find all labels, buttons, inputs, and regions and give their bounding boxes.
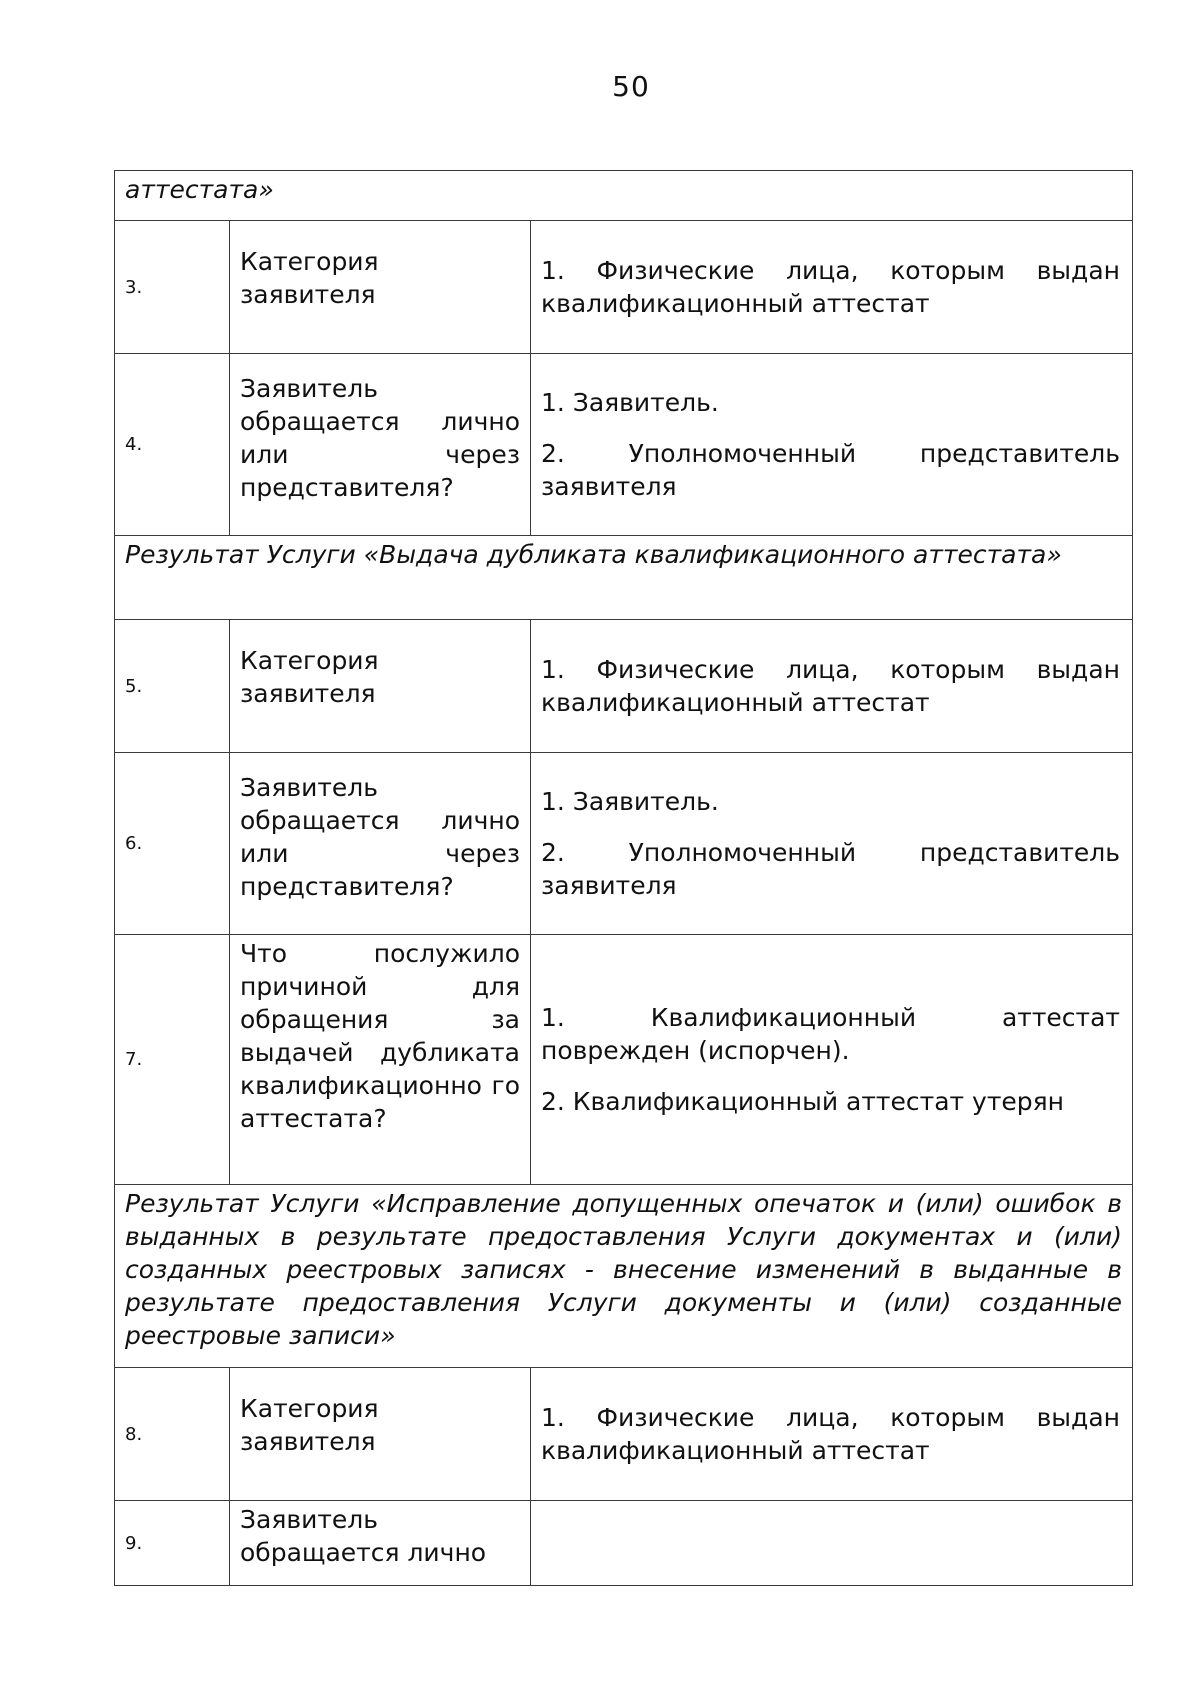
answer-option: 1. Физические лица, которым выдан квалификационный аттестат: [541, 655, 1120, 717]
table-row: [115, 620, 1133, 753]
question-cell: Что послужило причиной для обращения за выдачей дубликата квалификационно го аттестата?: [230, 935, 531, 1185]
answer-cell: [531, 1501, 1133, 1586]
table-row: [115, 935, 1133, 1185]
question-cell: Категория заявителя: [230, 620, 531, 753]
table-row: [115, 221, 1133, 354]
answer-option: 1. Физические лица, которым выдан квалификационный аттестат: [541, 1403, 1120, 1465]
answer-option: 1. Заявитель.: [541, 388, 719, 417]
question-cell: Категория заявителя: [230, 221, 531, 354]
service-options-table: [114, 170, 1133, 1586]
page-number: 50: [612, 70, 650, 103]
answer-option: 1. Квалификационный аттестат поврежден (испорчен).: [541, 1003, 1120, 1065]
table-row: [115, 1501, 1133, 1586]
answer-cell: [531, 753, 1133, 935]
section-row: [115, 536, 1133, 620]
answer-cell: [531, 221, 1133, 354]
section-row: [115, 171, 1133, 221]
row-number: 9.: [115, 1501, 230, 1586]
answer-option: 2. Квалификационный аттестат утерян: [541, 1087, 1065, 1116]
row-number: 4.: [115, 354, 230, 536]
answer-option: 2. Уполномоченный представитель заявителя: [541, 838, 1120, 900]
row-number: 8.: [115, 1368, 230, 1501]
answer-cell: [531, 620, 1133, 753]
row-number: 5.: [115, 620, 230, 753]
table-row: [115, 354, 1133, 536]
answer-cell: [531, 354, 1133, 536]
section-title: Результат Услуги «Выдача дубликата квалификационного аттестата»: [115, 536, 1133, 620]
answer-option: 1. Физические лица, которым выдан квалификационный аттестат: [541, 256, 1120, 318]
section-title: Результат Услуги «Исправление допущенных опечаток и (или) ошибок в выданных в результате предоставления Услуги документах и (или) созданных реестровых записях - внесение изменений в выданные в результате предоставления Услуги документы и (или) созданные реестровые записи»: [115, 1185, 1133, 1368]
answer-option: 1. Заявитель.: [541, 787, 719, 816]
question-cell: Заявитель обращается лично или через представителя?: [230, 354, 531, 536]
answer-cell: [531, 935, 1133, 1185]
answer-cell: [531, 1368, 1133, 1501]
section-title: аттестата»: [115, 171, 1133, 221]
row-number: 6.: [115, 753, 230, 935]
question-cell: Заявитель обращается лично: [230, 1501, 531, 1586]
row-number: 7.: [115, 935, 230, 1185]
table-row: [115, 753, 1133, 935]
section-row: [115, 1185, 1133, 1368]
question-cell: Категория заявителя: [230, 1368, 531, 1501]
answer-option: 2. Уполномоченный представитель заявителя: [541, 439, 1120, 501]
table-row: [115, 1368, 1133, 1501]
question-cell: Заявитель обращается лично или через представителя?: [230, 753, 531, 935]
row-number: 3.: [115, 221, 230, 354]
